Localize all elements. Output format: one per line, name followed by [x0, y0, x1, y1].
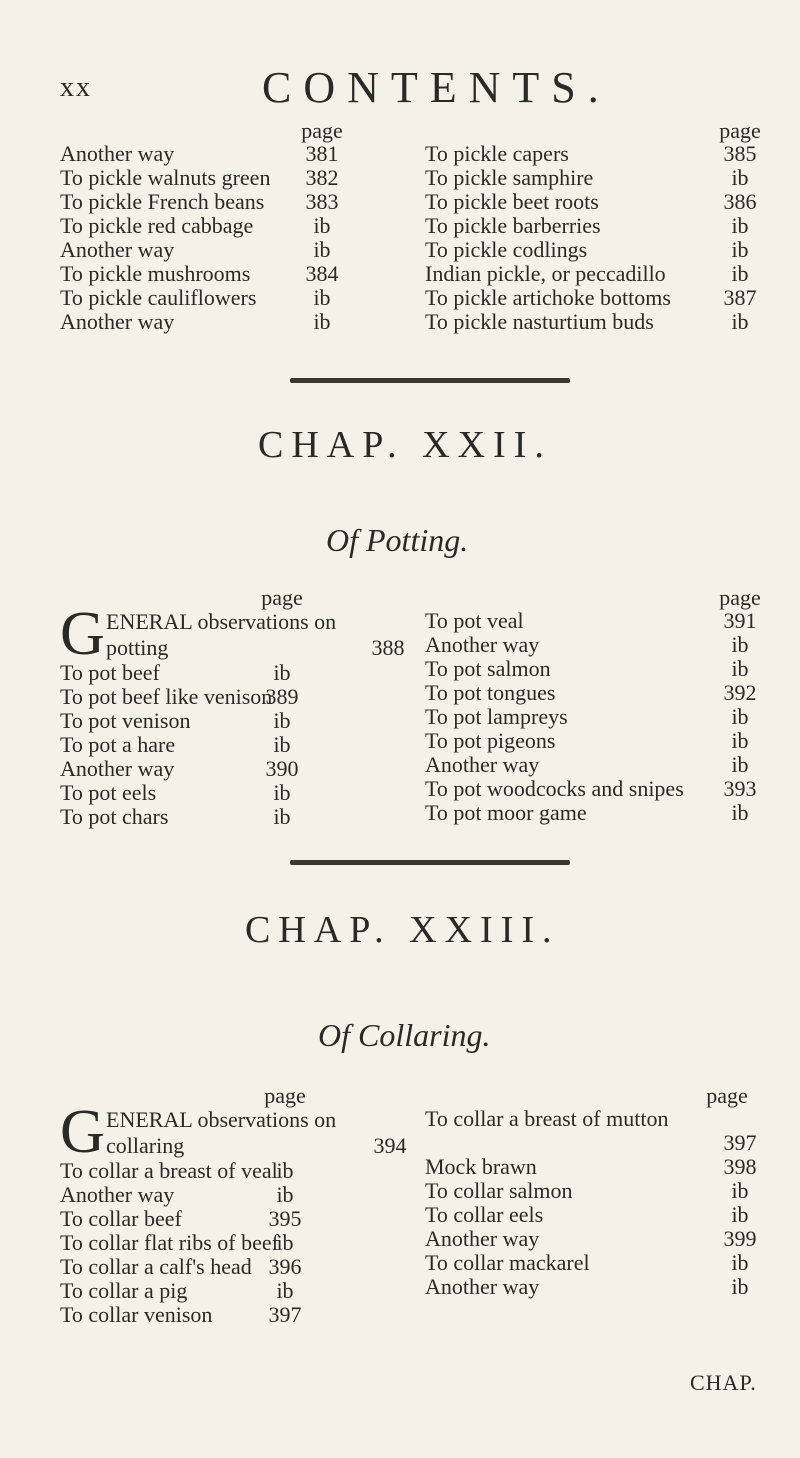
list-item [60, 1279, 400, 1303]
list-item: To collar a breast of mutton [425, 1106, 669, 1131]
entry-title: Another way [60, 756, 175, 781]
page-label: page [301, 118, 343, 143]
entry-title: To collar salmon [425, 1178, 573, 1203]
entry-title: To collar venison [60, 1302, 213, 1327]
drop-cap: G [60, 1098, 105, 1166]
entry-title: To collar a pig [60, 1278, 188, 1303]
potting-left-column [60, 585, 405, 829]
page-label: page [261, 585, 303, 610]
catchword: CHAP. [690, 1370, 757, 1395]
list-item [425, 190, 775, 214]
entry-page: ib [273, 708, 291, 733]
entry-title: To pickle artichoke bottoms [425, 285, 671, 310]
entry-page: 390 [265, 756, 299, 781]
entry-page: 386 [723, 189, 757, 214]
list-item [60, 1207, 400, 1231]
list-item [425, 777, 775, 801]
list-item [60, 1183, 400, 1207]
entry-title: To pickle French beans [60, 189, 265, 214]
section-rule [290, 860, 570, 865]
list-item [60, 1231, 400, 1255]
entry-title: To pickle walnuts green [60, 165, 271, 190]
entry-page: 397 [268, 1302, 302, 1327]
list-item [425, 1203, 775, 1227]
entry-title: To collar mackarel [425, 1250, 590, 1275]
list-item [425, 753, 775, 777]
page-label: page [719, 118, 761, 143]
page-label: page [706, 1083, 748, 1108]
entry-title: To pickle barberries [425, 213, 601, 238]
entry-title: To pot tongues [425, 680, 556, 705]
list-item [425, 1179, 775, 1203]
drop-cap: G [60, 600, 105, 668]
entry-title: Another way [60, 237, 175, 262]
list-item [425, 166, 775, 190]
entry-page: ib [731, 165, 749, 190]
list-item [425, 681, 775, 705]
list-item [425, 238, 775, 262]
entry-page: ib [731, 1178, 749, 1203]
list-item [60, 142, 400, 166]
entry-page: ib [276, 1182, 294, 1207]
entry-title: To collar a calf's head [60, 1254, 252, 1279]
entry-page: 387 [723, 285, 757, 310]
list-item [60, 685, 400, 709]
entry-title: Indian pickle, or peccadillo [425, 261, 666, 286]
entry-page: ib [273, 660, 291, 685]
entry-page: 396 [268, 1254, 302, 1279]
entry-page: 385 [723, 141, 757, 166]
entry-title: To pickle samphire [425, 165, 594, 190]
list-item [60, 661, 400, 685]
entry-title: To pickle red cabbage [60, 213, 254, 238]
list-item [425, 286, 775, 310]
entry-title: Another way [425, 1274, 540, 1299]
list-item [60, 805, 400, 829]
entry-page: ib [731, 752, 749, 777]
list-item [60, 781, 400, 805]
entry-title: Another way [60, 309, 175, 334]
page-label: page [719, 585, 761, 610]
list-item [425, 801, 775, 825]
entry-page: ib [313, 237, 331, 262]
entry-page: 392 [723, 680, 757, 705]
collaring-left-column [60, 1083, 407, 1327]
potting-right-column [425, 585, 775, 825]
list-item [425, 1227, 775, 1251]
entry-page: 391 [723, 608, 757, 633]
entry-title: To pot pigeons [425, 728, 556, 753]
list-item [425, 1275, 775, 1299]
page-numeral: xx [60, 72, 92, 103]
list-item [60, 733, 400, 757]
entry-title: Mock brawn [425, 1154, 537, 1179]
list-item [425, 633, 775, 657]
chapter-23-subtitle: Of Collaring. [318, 1017, 491, 1053]
list-item [425, 214, 775, 238]
list-item [425, 657, 775, 681]
section-rule [290, 378, 570, 383]
list-item [60, 286, 400, 310]
entry-page: ib [276, 1230, 294, 1255]
intro-entry: G ENERAL observations on collaring 394 [60, 1098, 407, 1166]
entry-page: 399 [723, 1226, 757, 1251]
entry-title: To pot veal [425, 608, 524, 633]
entry-page: 389 [265, 684, 299, 709]
chapter-23-heading: CHAP. XXIII. [245, 909, 560, 951]
entry-page: ib [731, 237, 749, 262]
list-item [60, 166, 400, 190]
entry-page: ib [313, 285, 331, 310]
entry-title: Another way [425, 752, 540, 777]
entry-title: To pot beef like venison [60, 684, 273, 709]
list-item [425, 262, 775, 286]
entry-title: To pot salmon [425, 656, 551, 681]
entry-page: ib [731, 656, 749, 681]
entry-page: ib [273, 804, 291, 829]
entry-title: To pot eels [60, 780, 157, 805]
chapter-22-heading: CHAP. XXII. [258, 424, 552, 466]
entry-page: 393 [723, 776, 757, 801]
entry-page: ib [313, 213, 331, 238]
list-item [425, 609, 775, 633]
entry-title: To collar eels [425, 1202, 544, 1227]
page-title: CONTENTS. [262, 63, 611, 112]
entry-page: ib [313, 309, 331, 334]
entry-title: To pot beef [60, 660, 160, 685]
list-item [60, 238, 400, 262]
entry-page: ib [276, 1158, 294, 1183]
entry-page: ib [731, 800, 749, 825]
entry-page: ib [731, 632, 749, 657]
list-item [60, 262, 400, 286]
entry-title: Another way [425, 1226, 540, 1251]
list-item [60, 310, 400, 334]
entry-page: 398 [723, 1154, 757, 1179]
entry-page: 381 [305, 141, 339, 166]
entry-page: 395 [268, 1206, 302, 1231]
list-item: 397 [723, 1130, 757, 1155]
entry-page: ib [731, 213, 749, 238]
list-item [60, 757, 400, 781]
pickling-right-column [425, 118, 775, 334]
entry-title: To pot moor game [425, 800, 587, 825]
entry-title: To pickle mushrooms [60, 261, 251, 286]
list-item [425, 729, 775, 753]
entry-page: ib [731, 1202, 749, 1227]
list-item [425, 705, 775, 729]
entry-title: Another way [60, 141, 175, 166]
entry-page: ib [731, 1274, 749, 1299]
entry-page: 384 [305, 261, 339, 286]
entry-title: Another way [60, 1182, 175, 1207]
entry-title: To collar flat ribs of beef [60, 1230, 279, 1255]
entry-title: To collar a breast of veal [60, 1158, 278, 1183]
list-item [425, 310, 775, 334]
entry-title: To pickle capers [425, 141, 569, 166]
list-item [425, 1155, 775, 1179]
list-item [60, 214, 400, 238]
entry-page: ib [731, 1250, 749, 1275]
list-item [60, 1255, 400, 1279]
entry-page: ib [731, 728, 749, 753]
intro-entry: G ENERAL observations on potting 388 [60, 600, 405, 668]
list-item [425, 142, 775, 166]
pickling-left-column [60, 118, 400, 334]
entry-title: To pot a hare [60, 732, 176, 757]
entry-title: To pickle codlings [425, 237, 588, 262]
entry-title: To pot venison [60, 708, 191, 733]
list-item [60, 1159, 400, 1183]
entry-page: ib [731, 309, 749, 334]
entry-page: ib [273, 780, 291, 805]
list-item [60, 709, 400, 733]
list-item [425, 1251, 775, 1275]
chapter-22-subtitle: Of Potting. [326, 522, 469, 558]
list-item [60, 1303, 400, 1327]
collaring-right-column [425, 1083, 775, 1299]
entry-page: ib [273, 732, 291, 757]
entry-page: ib [276, 1278, 294, 1303]
entry-title: To pickle beet roots [425, 189, 599, 214]
entry-page: ib [731, 704, 749, 729]
entry-title: To pickle nasturtium buds [425, 309, 654, 334]
entry-title: To pickle cauliflowers [60, 285, 257, 310]
list-item [60, 190, 400, 214]
entry-page: 383 [305, 189, 339, 214]
entry-title: To pot woodcocks and snipes [425, 776, 684, 801]
entry-page: 382 [305, 165, 339, 190]
entry-title: To pot lampreys [425, 704, 568, 729]
entry-title: Another way [425, 632, 540, 657]
page-label: page [264, 1083, 306, 1108]
entry-page: ib [731, 261, 749, 286]
entry-title: To collar beef [60, 1206, 182, 1231]
entry-title: To pot chars [60, 804, 169, 829]
